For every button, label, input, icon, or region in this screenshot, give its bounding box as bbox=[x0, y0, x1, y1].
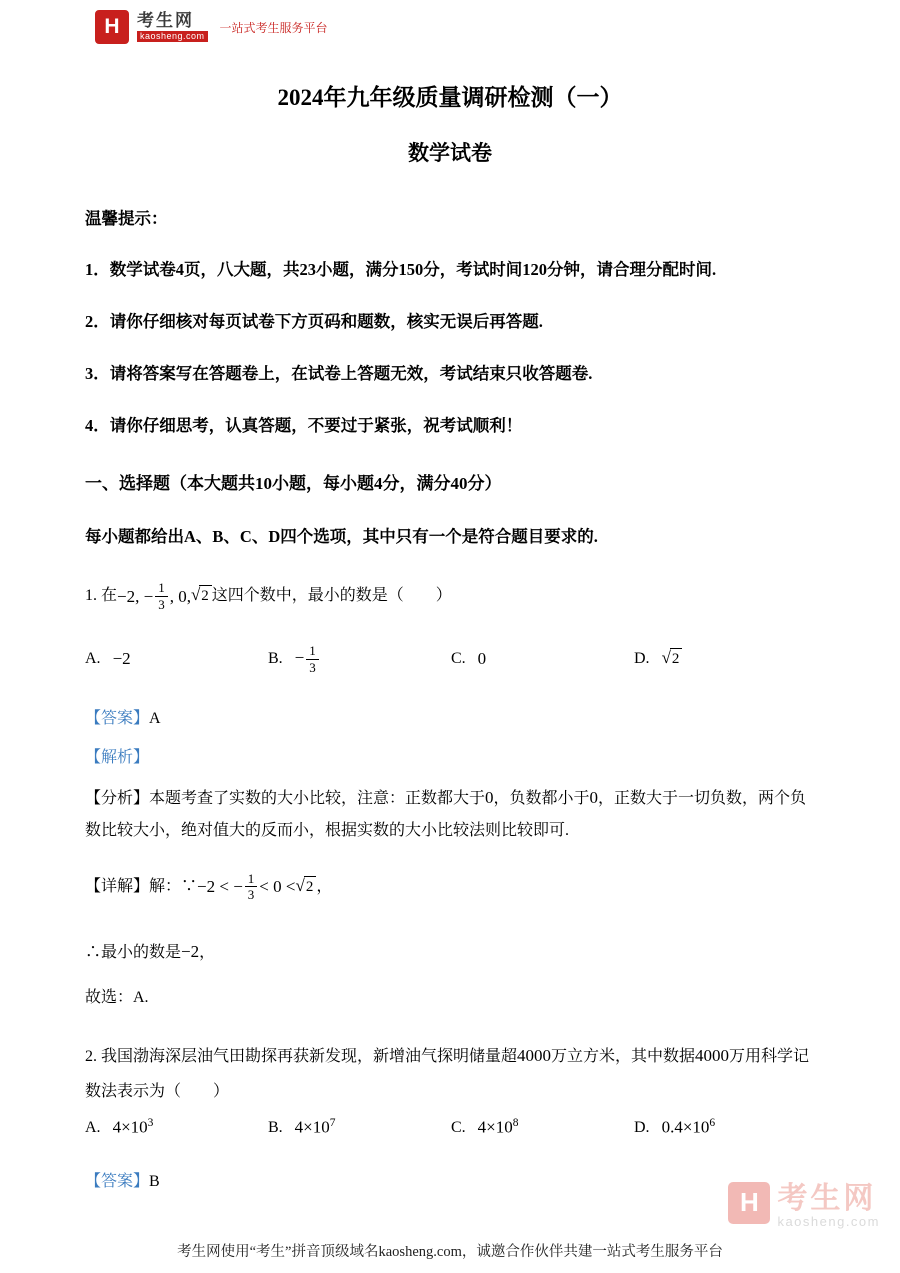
question-1-stem: 1. 在 −2, − $\frac{1}{3}$ , 0, √ 2 这四个数中，最小的数是（ ） bbox=[85, 580, 452, 612]
option-1a bbox=[85, 649, 268, 669]
option-2c-value: $4\times 10^8$ bbox=[477, 1117, 519, 1137]
question-2-options bbox=[85, 1117, 815, 1137]
question-1-detail: 【详解】解：∵ −2 < − $\frac{1}{3}$ < 0 < √ 2 ， bbox=[85, 870, 333, 903]
option-2c bbox=[451, 1117, 634, 1137]
question-1-conclusion: ∴最小的数是−2， bbox=[85, 941, 216, 961]
answer-marker-2: 【答案】 bbox=[85, 1172, 150, 1190]
option-1c-value: 0 bbox=[477, 649, 487, 669]
option-2d bbox=[634, 1117, 715, 1137]
watermark-logo bbox=[728, 1182, 880, 1229]
tip-item-4: 4．请你仔细思考，认真答题，不要过于紧张，祝考试顺利！ bbox=[85, 416, 523, 436]
option-1a-label: A. bbox=[85, 650, 101, 668]
brand-block bbox=[137, 12, 208, 42]
question-2-stem: 2. 我国渤海深层油气田勘探再获新发现，新增油气探明储量超4000万立方米，其中数据4000万用科学记数法表示为（ ） bbox=[85, 1045, 810, 1101]
question-1-analysis: 【分析】本题考查了实数的大小比较，注意：正数都大于0，负数都小于0，正数大于一切负数，两个负数比较大小，绝对值大的反而小，根据实数的大小比较法则比较即可. bbox=[85, 788, 807, 839]
tips-heading: 温馨提示： bbox=[85, 208, 168, 228]
option-2c-label: C. bbox=[451, 1118, 466, 1136]
tip-item-1: 1．数学试卷4页，八大题，共23小题，满分150分，考试时间120分钟，请合理分配时间. bbox=[85, 259, 717, 279]
section-heading: 一、选择题（本大题共10小题，每小题4分，满分40分） bbox=[85, 474, 502, 494]
option-1c bbox=[451, 649, 634, 669]
answer-marker: 【答案】 bbox=[85, 710, 150, 728]
option-2d-value: $0.4\times 10^6$ bbox=[661, 1117, 716, 1137]
exam-title: 2024年九年级质量调研检测（一） bbox=[277, 85, 623, 110]
tip-item-3: 3．请将答案写在答题卷上，在试卷上答题无效，考试结束只收答题卷. bbox=[85, 363, 593, 383]
watermark-domain: kaosheng.com bbox=[777, 1213, 880, 1229]
option-1b-label: B. bbox=[268, 650, 283, 668]
brand-icon: H bbox=[95, 10, 129, 44]
option-2b bbox=[268, 1117, 451, 1137]
question-1-analysis-marker: 【解析】 bbox=[85, 749, 150, 767]
option-1d-label: D. bbox=[634, 650, 650, 668]
question-1-choose: 故选：A. bbox=[85, 989, 149, 1007]
tip-item-2: 2．请你仔细核对每页试卷下方页码和题数，核实无误后再答题. bbox=[85, 311, 543, 331]
brand-domain: kaosheng.com bbox=[137, 31, 208, 42]
watermark-brand-name: 考生网 bbox=[777, 1181, 877, 1215]
option-2d-label: D. bbox=[634, 1118, 650, 1136]
option-1d-value: √ 2 bbox=[662, 648, 683, 670]
footer-text: 考生网使用“考生”拼音顶级域名kaosheng.com，诚邀合作伙伴共建一站式考生服务平台 bbox=[177, 1244, 723, 1260]
answer-value-2: B bbox=[149, 1172, 160, 1190]
option-1b-value: − $\frac{1}{3}$ bbox=[295, 643, 321, 675]
choice-note: 每小题都给出A、B、C、D四个选项，其中只有一个是符合题目要求的. bbox=[85, 527, 598, 547]
brand-tagline: 一站式考生服务平台 bbox=[219, 20, 328, 35]
option-1c-label: C. bbox=[451, 650, 466, 668]
option-1b bbox=[268, 643, 451, 675]
question-1-answer bbox=[85, 705, 815, 728]
site-logo bbox=[95, 10, 328, 44]
watermark-text bbox=[777, 1182, 880, 1229]
question-2-answer bbox=[85, 1168, 815, 1191]
answer-value: A bbox=[149, 710, 161, 728]
option-2a bbox=[85, 1117, 268, 1137]
paper-title: 数学试卷 bbox=[408, 140, 492, 165]
question-1-options bbox=[85, 643, 815, 675]
watermark-brand-icon: H bbox=[728, 1182, 770, 1224]
option-1a-value: −2 bbox=[112, 649, 131, 669]
option-2b-value: $4\times 10^7$ bbox=[294, 1117, 336, 1137]
option-2b-label: B. bbox=[268, 1118, 283, 1136]
brand-name: 考生网 bbox=[137, 11, 194, 30]
option-1d bbox=[634, 648, 682, 670]
option-2a-value: $4\times 10^3$ bbox=[112, 1117, 154, 1137]
option-2a-label: A. bbox=[85, 1118, 101, 1136]
